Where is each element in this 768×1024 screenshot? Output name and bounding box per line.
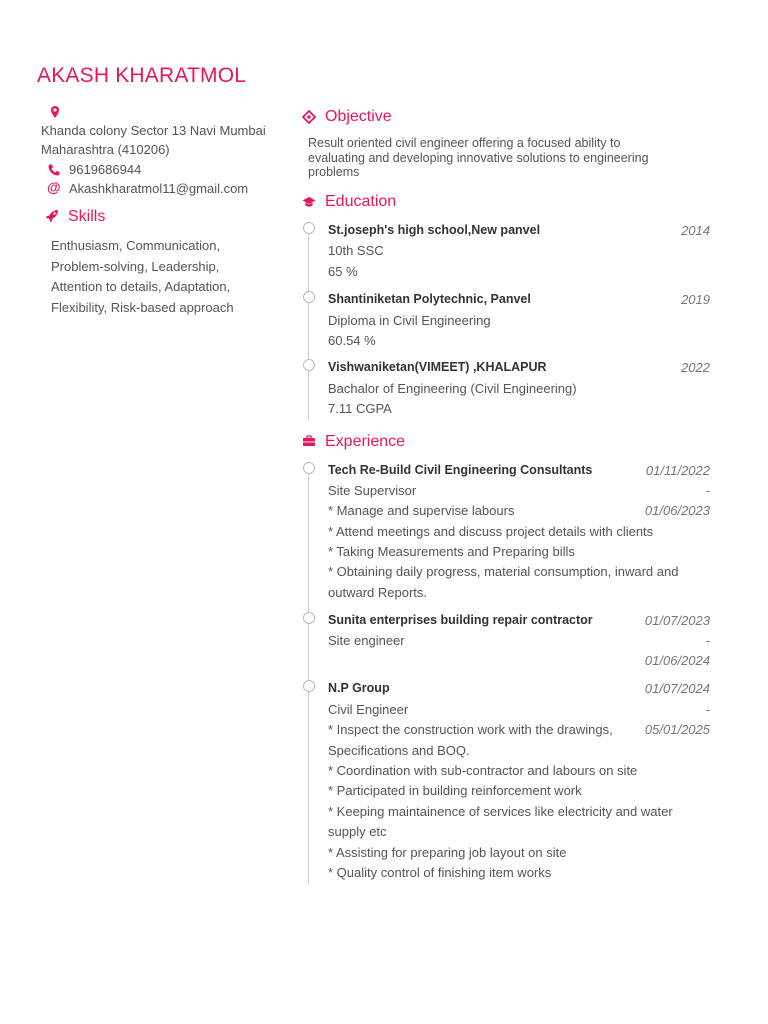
education-score: 65 %	[328, 264, 358, 279]
experience-duty: * Taking Measurements and Preparing bills	[328, 544, 575, 559]
rocket-icon	[45, 209, 59, 223]
skills-line: Problem-solving, Leadership,	[51, 258, 220, 274]
timeline-dot	[303, 222, 315, 234]
target-icon	[302, 110, 316, 124]
briefcase-icon	[302, 434, 316, 448]
education-year: 2014	[681, 223, 710, 238]
timeline-dot	[303, 612, 315, 624]
experience-duty: supply etc	[328, 824, 387, 839]
experience-heading: Experience	[325, 433, 406, 450]
experience-end-date: 05/01/2025	[644, 722, 710, 737]
objective-line: problems	[308, 165, 360, 179]
experience-duty: * Manage and supervise labours	[328, 503, 515, 518]
map-pin-icon	[48, 105, 62, 119]
objective-text	[308, 136, 703, 180]
objective-heading: Objective	[325, 108, 392, 125]
address-line-2: Maharashtra (410206)	[41, 142, 170, 157]
education-school: St.joseph's high school,New panvel	[328, 223, 541, 237]
experience-duty: * Quality control of finishing item works	[328, 865, 552, 880]
experience-date-separator: -	[705, 702, 710, 717]
resume-name: AKASH KHARATMOL	[37, 64, 247, 87]
experience-date-separator: -	[705, 633, 710, 648]
phone-icon	[47, 163, 61, 177]
experience-duty: * Obtaining daily progress, material consumption, inward and	[328, 564, 679, 579]
email-address: Akashkharatmol11@gmail.com	[69, 181, 249, 196]
experience-timeline	[308, 468, 309, 884]
skills-list	[51, 236, 271, 318]
timeline-dot	[303, 680, 315, 692]
experience-role: Civil Engineer	[328, 702, 409, 717]
experience-start-date: 01/07/2024	[644, 681, 710, 696]
education-heading: Education	[325, 193, 397, 210]
experience-date-separator: -	[705, 483, 710, 498]
timeline-dot	[303, 359, 315, 371]
experience-role: Site Supervisor	[328, 483, 417, 498]
education-year: 2022	[681, 360, 710, 375]
experience-role: Site engineer	[328, 633, 405, 648]
skills-line: Flexibility, Risk-based approach	[51, 299, 234, 315]
timeline-dot	[303, 462, 315, 474]
education-year: 2019	[681, 292, 710, 307]
skills-heading: Skills	[68, 208, 106, 225]
education-school: Shantiniketan Polytechnic, Panvel	[328, 292, 531, 306]
experience-duty: * Attend meetings and discuss project details with clients	[328, 524, 654, 539]
experience-duty: * Participated in building reinforcement work	[328, 783, 582, 798]
experience-company: Tech Re-Build Civil Engineering Consultants	[328, 463, 593, 477]
experience-duty: * Inspect the construction work with the drawings,	[328, 722, 613, 737]
education-timeline	[308, 228, 309, 420]
education-degree: Diploma in Civil Engineering	[328, 313, 491, 328]
experience-duty: * Coordination with sub-contractor and labours on site	[328, 763, 638, 778]
education-school: Vishwaniketan(VIMEET) ,KHALAPUR	[328, 360, 547, 374]
experience-start-date: 01/11/2022	[645, 463, 710, 478]
education-degree: 10th SSC	[328, 243, 384, 258]
graduation-cap-icon	[302, 195, 316, 209]
objective-line: evaluating and developing innovative solutions to engineering	[308, 150, 649, 165]
at-sign-icon: @	[47, 179, 61, 195]
phone-number: 9619686944	[69, 162, 142, 177]
experience-company: Sunita enterprises building repair contractor	[328, 613, 593, 627]
timeline-dot	[303, 291, 315, 303]
experience-company: N.P Group	[328, 681, 390, 695]
experience-start-date: 01/07/2023	[644, 613, 710, 628]
experience-duty: * Keeping maintainence of services like electricity and water	[328, 804, 673, 819]
education-score: 60.54 %	[328, 333, 376, 348]
skills-line: Attention to details, Adaptation,	[51, 279, 231, 294]
experience-duty: * Assisting for preparing job layout on site	[328, 845, 567, 860]
education-degree: Bachalor of Engineering (Civil Engineering)	[328, 381, 577, 396]
experience-duty: outward Reports.	[328, 585, 427, 600]
experience-duty: Specifications and BOQ.	[328, 743, 470, 758]
education-score: 7.11 CGPA	[328, 401, 392, 416]
objective-line: Result oriented civil engineer offering a focused ability to	[308, 136, 621, 150]
experience-end-date: 01/06/2024	[644, 653, 710, 668]
address-line-1: Khanda colony Sector 13 Navi Mumbai	[41, 123, 266, 138]
skills-line: Enthusiasm, Communication,	[51, 238, 221, 253]
experience-end-date: 01/06/2023	[644, 503, 710, 518]
